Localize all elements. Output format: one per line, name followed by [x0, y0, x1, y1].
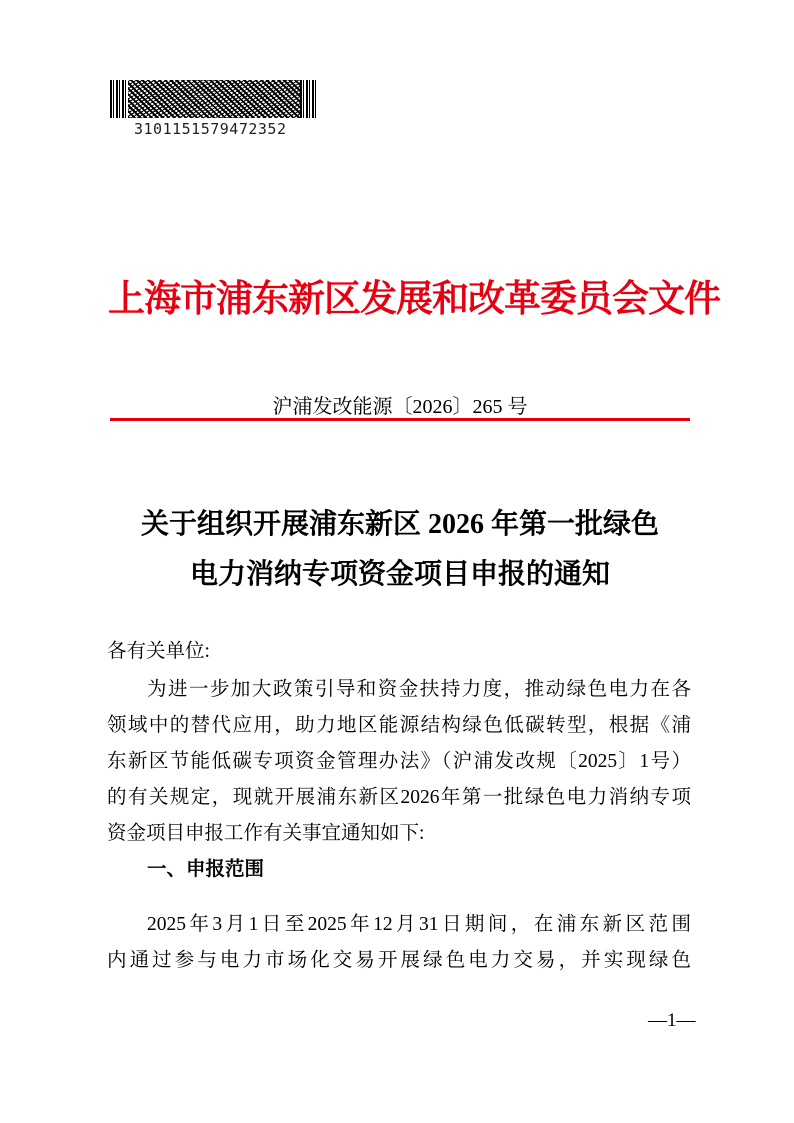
paragraph-line: 为进一步加大政策引导和资金扶持力度，推动绿色电力在各	[147, 679, 691, 700]
section-heading: 一、申报范围	[147, 857, 265, 880]
paragraph-line: 2025年3月1日至2025年12月31日期间，在浦东新区范围	[147, 914, 691, 935]
paragraph-line: 的有关规定，现就开展浦东新区2026年第一批绿色电力消纳专项	[107, 787, 691, 808]
red-divider	[110, 418, 690, 421]
paragraph-line: 内通过参与电力市场化交易开展绿色电力交易，并实现绿色	[107, 950, 691, 971]
document-title-line-2: 电力消纳专项资金项目申报的通知	[189, 559, 610, 590]
barcode-start-bars	[110, 80, 128, 118]
barcode-end-bars	[300, 80, 318, 118]
issuing-org-title: 上海市浦东新区发展和改革委员会文件	[108, 279, 720, 320]
barcode-number: 3101151579472352	[134, 120, 287, 138]
barcode-pattern	[128, 80, 300, 118]
page-number: —1—	[648, 1010, 696, 1031]
document-number: 沪浦发改能源〔2026〕265 号	[272, 396, 528, 418]
salutation: 各有关单位:	[107, 641, 210, 662]
paragraph-line: 领域中的替代应用，助力地区能源结构绿色低碳转型，根据《浦	[107, 715, 691, 736]
document-title-line-1: 关于组织开展浦东新区 2026 年第一批绿色	[140, 509, 659, 540]
paragraph-line: 资金项目申报工作有关事宜通知如下:	[107, 823, 425, 844]
barcode	[110, 80, 318, 118]
paragraph-line: 东新区节能低碳专项资金管理办法》（沪浦发改规〔2025〕1号）	[107, 751, 691, 772]
